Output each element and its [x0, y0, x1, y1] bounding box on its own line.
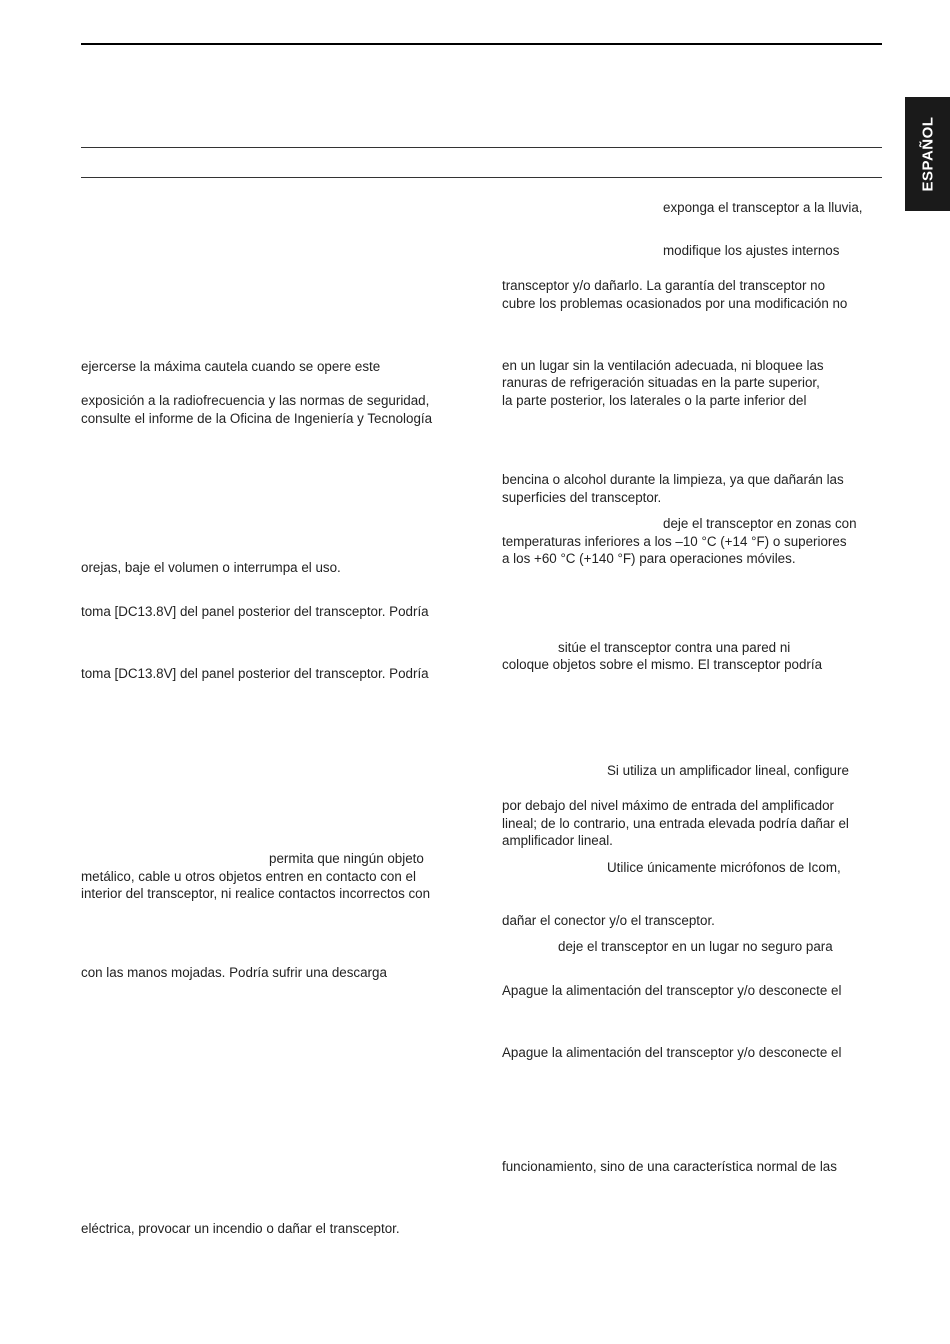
right-line: dañar el conector y/o el transceptor.	[502, 913, 715, 928]
right-line: lineal; de lo contrario, una entrada elevada podría dañar el	[502, 816, 849, 831]
left-line: exposición a la radiofrecuencia y las normas de seguridad,	[81, 393, 430, 408]
right-line: por debajo del nivel máximo de entrada del amplificador	[502, 798, 834, 813]
right-line: sitúe el transceptor contra una pared ni	[558, 640, 791, 655]
language-tab	[905, 97, 950, 211]
left-line: interior del transceptor, ni realice contactos incorrectos con	[81, 886, 431, 901]
right-line: Si utiliza un amplificador lineal, configure	[607, 763, 849, 778]
right-line: deje el transceptor en un lugar no seguro para	[558, 939, 833, 954]
language-tab-label: ESPAÑOL	[919, 116, 936, 192]
right-line: ranuras de refrigeración situadas en la parte superior,	[502, 375, 820, 390]
right-line: transceptor y/o dañarlo. La garantía del transceptor no	[502, 278, 826, 293]
right-line: Apague la alimentación del transceptor y/o desconecte el	[502, 983, 842, 998]
section-rule	[81, 177, 882, 178]
right-line: bencina o alcohol durante la limpieza, ya que dañarán las	[502, 472, 844, 487]
left-line: con las manos mojadas. Podría sufrir una descarga	[81, 965, 387, 980]
left-line: eléctrica, provocar un incendio o dañar el transceptor.	[81, 1221, 400, 1236]
top-rule	[81, 43, 882, 45]
right-line: coloque objetos sobre el mismo. El transceptor podría	[502, 657, 823, 672]
right-line: modifique los ajustes internos	[663, 243, 840, 258]
left-line: ejercerse la máxima cautela cuando se opere este	[81, 359, 381, 374]
left-line: consulte el informe de la Oficina de Ingeniería y Tecnología	[81, 411, 433, 426]
right-line: Utilice únicamente micrófonos de Icom,	[607, 860, 841, 875]
right-line: a los +60 °C (+140 °F) para operaciones móviles.	[502, 551, 796, 566]
left-line: permita que ningún objeto	[269, 851, 424, 866]
right-line: Apague la alimentación del transceptor y/o desconecte el	[502, 1045, 842, 1060]
right-line: funcionamiento, sino de una característica normal de las	[502, 1159, 837, 1174]
right-line: la parte posterior, los laterales o la parte inferior del	[502, 393, 807, 408]
right-line: temperaturas inferiores a los –10 °C (+14 °F) o superiores	[502, 534, 847, 549]
right-line: cubre los problemas ocasionados por una modificación no	[502, 296, 848, 311]
header-rule	[81, 147, 882, 148]
right-line: en un lugar sin la ventilación adecuada, ni bloquee las	[502, 358, 824, 373]
right-line: superficies del transceptor.	[502, 490, 662, 505]
left-line: toma [DC13.8V] del panel posterior del transceptor. Podría	[81, 666, 429, 681]
right-line: exponga el transceptor a la lluvia,	[663, 200, 863, 215]
left-line: metálico, cable u otros objetos entren en contacto con el	[81, 869, 416, 884]
right-line: amplificador lineal.	[502, 833, 613, 848]
right-line: deje el transceptor en zonas con	[663, 516, 857, 531]
left-line: toma [DC13.8V] del panel posterior del transceptor. Podría	[81, 604, 429, 619]
left-line: orejas, baje el volumen o interrumpa el uso.	[81, 560, 341, 575]
